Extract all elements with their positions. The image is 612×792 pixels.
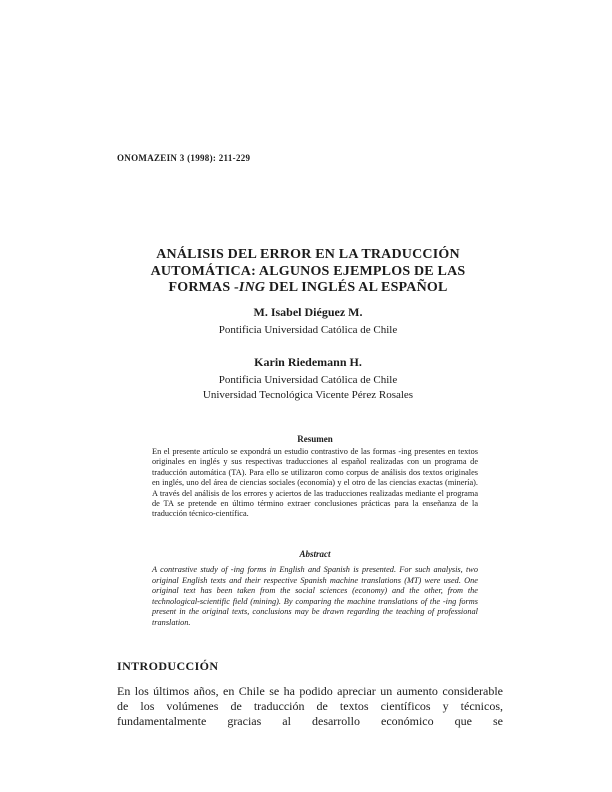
author-2 xyxy=(113,355,503,403)
title-line-3-suffix: DEL INGLÉS AL ESPAÑOL xyxy=(265,280,448,295)
introduction-paragraph: En los últimos años, en Chile se ha podido apreciar un aumento considerable de los volúmenes de traducción de textos científicos y técnicos, fundamentalmente gracias al desarrollo económico que se xyxy=(117,684,503,728)
author-2-name: Karin Riedemann H. xyxy=(254,355,362,369)
resumen-paragraph: En el presente artículo se expondrá un estudio contrastivo de las formas -ing presentes en textos originales en inglés y sus respectivas traducciones al español realizadas con un programa de traducción automática (TA). Para ello se utilizaron como corpus de análisis dos textos originales en inglés, uno del área de ciencias sociales (economía) y el otro de las ciencias exactas (minería). A través del análisis de los errores y aciertos de las traducciones realizadas mediante el programa de TA se pretende en último término extraer conclusiones prácticas para la enseñanza de la traducción técnico-científica. xyxy=(152,447,478,519)
author-1-name: M. Isabel Diéguez M. xyxy=(253,305,363,319)
introduction-heading: INTRODUCCIÓN xyxy=(117,659,219,673)
title-line-3 xyxy=(113,280,503,297)
journal-header: ONOMAZEIN 3 (1998): 211-229 xyxy=(117,153,251,163)
authors-block xyxy=(113,305,503,403)
title-line-3-prefix: FORMAS - xyxy=(168,280,239,295)
author-1-affiliation: Pontificia Universidad Católica de Chile xyxy=(218,324,398,336)
title-line-1: ANÁLISIS DEL ERROR EN LA TRADUCCIÓN xyxy=(156,247,460,262)
resumen-heading: Resumen xyxy=(297,434,333,444)
title-line-2: AUTOMÁTICA: ALGUNOS EJEMPLOS DE LAS xyxy=(150,263,466,279)
author-2-affiliation-1: Pontificia Universidad Católica de Chile xyxy=(218,374,398,386)
author-1 xyxy=(113,305,503,338)
abstract-paragraph: A contrastive study of -ing forms in English and Spanish is presented. For such analysis, two original English texts and their respective Spanish machine translations (MT) were used. One original text has been taken from the social sciences (economy) and the other, from the technological-scientific field (mining). By comparing the machine translations of the -ing forms present in the original texts, conclusions may be drawn regarding the teaching of professional translation. xyxy=(152,565,478,627)
abstract-heading: Abstract xyxy=(299,549,331,559)
author-2-affiliation-2: Universidad Tecnológica Vicente Pérez Rosales xyxy=(202,389,414,401)
paper-title xyxy=(113,247,503,297)
title-line-3-ing: ING xyxy=(238,280,266,295)
